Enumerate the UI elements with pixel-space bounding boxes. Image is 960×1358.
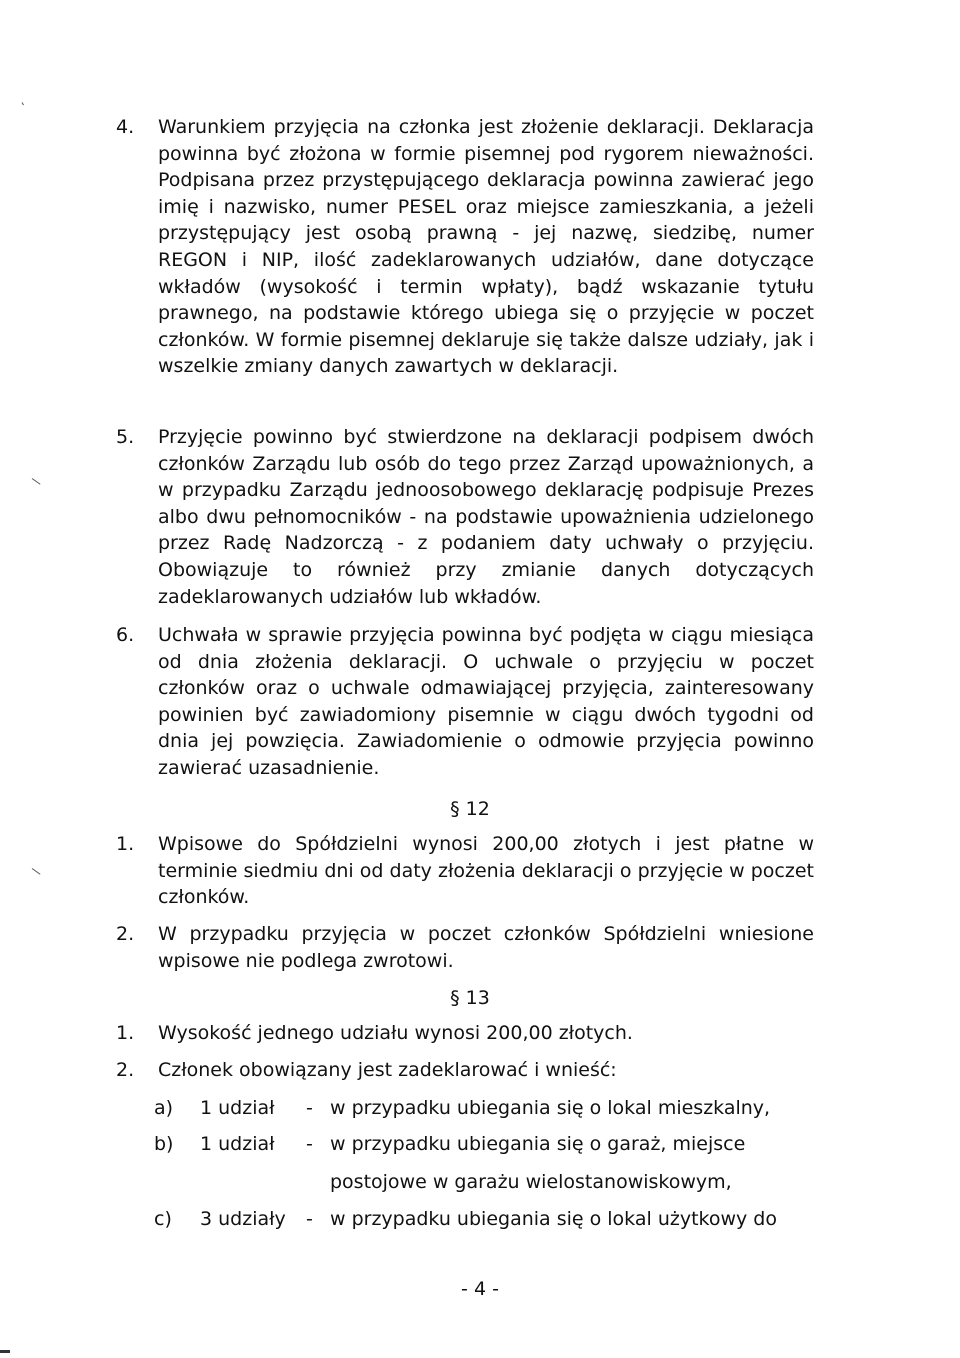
page-number: - 4 - (461, 1278, 499, 1300)
list-item (116, 114, 816, 414)
item-text: Uchwała w sprawie przyjęcia powinna być podjęta w ciągu miesiąca od dnia złożenia deklaracji. O uchwale o przyjęciu w poczet członków oraz o uchwale odmawiającej przyjęcia, zainteresowany powinien być zawiadomiony pisemnie w ciągu dwóch tygodni od dnia jej powzięcia. Zawiadomienie o odmowie przyjęcia powinno zawierać uzasadnienie. (158, 624, 814, 779)
scan-edge-mark (0, 1350, 10, 1353)
item-text: Członek obowiązany jest zadeklarować i wnieść: (158, 1059, 617, 1081)
sub-list-item (0, 1131, 960, 1157)
sub-item-letter: b) (154, 1133, 174, 1155)
list-item (116, 831, 816, 913)
sub-item-description: w przypadku ubiegania się o garaż, miejsce (330, 1133, 746, 1155)
section-heading: § 13 (450, 987, 490, 1009)
item-text: Wysokość jednego udziału wynosi 200,00 złotych. (158, 1022, 633, 1044)
item-number: 1. (116, 833, 135, 855)
sub-item-letter: c) (154, 1208, 172, 1230)
scan-mark (32, 478, 41, 485)
sub-item-quantity: 1 udział (200, 1133, 275, 1155)
item-number: 2. (116, 1059, 135, 1081)
list-item (116, 1020, 816, 1048)
sub-item-dash: - (306, 1208, 313, 1230)
item-number: 4. (116, 116, 135, 138)
sub-item-description: w przypadku ubiegania się o lokal mieszkalny, (330, 1097, 771, 1119)
list-item (116, 1057, 816, 1085)
sub-item-quantity: 3 udziały (200, 1208, 286, 1230)
sub-item-description: w przypadku ubiegania się o lokal użytkowy do (330, 1208, 777, 1230)
item-text: Przyjęcie powinno być stwierdzone na deklaracji podpisem dwóch członków Zarządu lub osób do tego przez Zarząd upoważnionych, a w przypadku Zarządu jednoosobowego deklarację podpisuje Prezes albo dwu pełnomocników - na podstawie upoważnienia udzielonego przez Radę Nadzorczą - z podaniem daty uchwały o przyjęciu. Obowiązuje to również przy zmianie danych dotyczących zadeklarowanych udziałów lub wkładów. (158, 426, 814, 608)
sub-item-dash: - (306, 1133, 313, 1155)
item-text: Warunkiem przyjęcia na członka jest złożenie deklaracji. Deklaracja powinna być złożona w formie pisemnej pod rygorem nieważności. Podpisana przez przystępującego deklaracja powinna zawierać jego imię i nazwisko, numer PESEL oraz miejsce zamieszkania, a jeżeli przystępujący jest osobą prawną - jej nazwę, siedzibę, numer REGON i NIP, ilość zadeklarowanych udziałów, dane dotyczące wkładów (wysokość i termin wpłaty), bądź wskazanie tytułu prawnego, na podstawie którego ubiega się o przyjęcie w poczet członków. W formie pisemnej deklaruje się także dalsze udziały, jak i wszelkie zmiany danych zawartych w deklaracji. (158, 116, 814, 378)
item-text: W przypadku przyjęcia w poczet członków Spółdzielni wniesione wpisowe nie podlega zwrotowi. (158, 923, 814, 972)
item-number: 5. (116, 426, 135, 448)
item-number: 6. (116, 624, 135, 646)
scan-mark (32, 868, 41, 875)
list-item (116, 424, 816, 614)
sub-item-letter: a) (154, 1097, 174, 1119)
item-number: 2. (116, 923, 135, 945)
sub-item-description-continuation: postojowe w garażu wielostanowiskowym, (330, 1171, 732, 1193)
item-text: Wpisowe do Spółdzielni wynosi 200,00 złotych i jest płatne w terminie siedmiu dni od daty złożenia deklaracji o przyjęcie w poczet członków. (158, 833, 814, 909)
scan-mark (22, 102, 24, 105)
item-number: 1. (116, 1022, 135, 1044)
sub-list-item (0, 1206, 960, 1232)
section-heading: § 12 (450, 798, 490, 820)
list-item (116, 622, 816, 787)
list-item (116, 921, 816, 977)
sub-item-dash: - (306, 1097, 313, 1119)
sub-list-item (0, 1095, 960, 1121)
sub-list-item-continuation (0, 1169, 960, 1195)
sub-item-quantity: 1 udział (200, 1097, 275, 1119)
